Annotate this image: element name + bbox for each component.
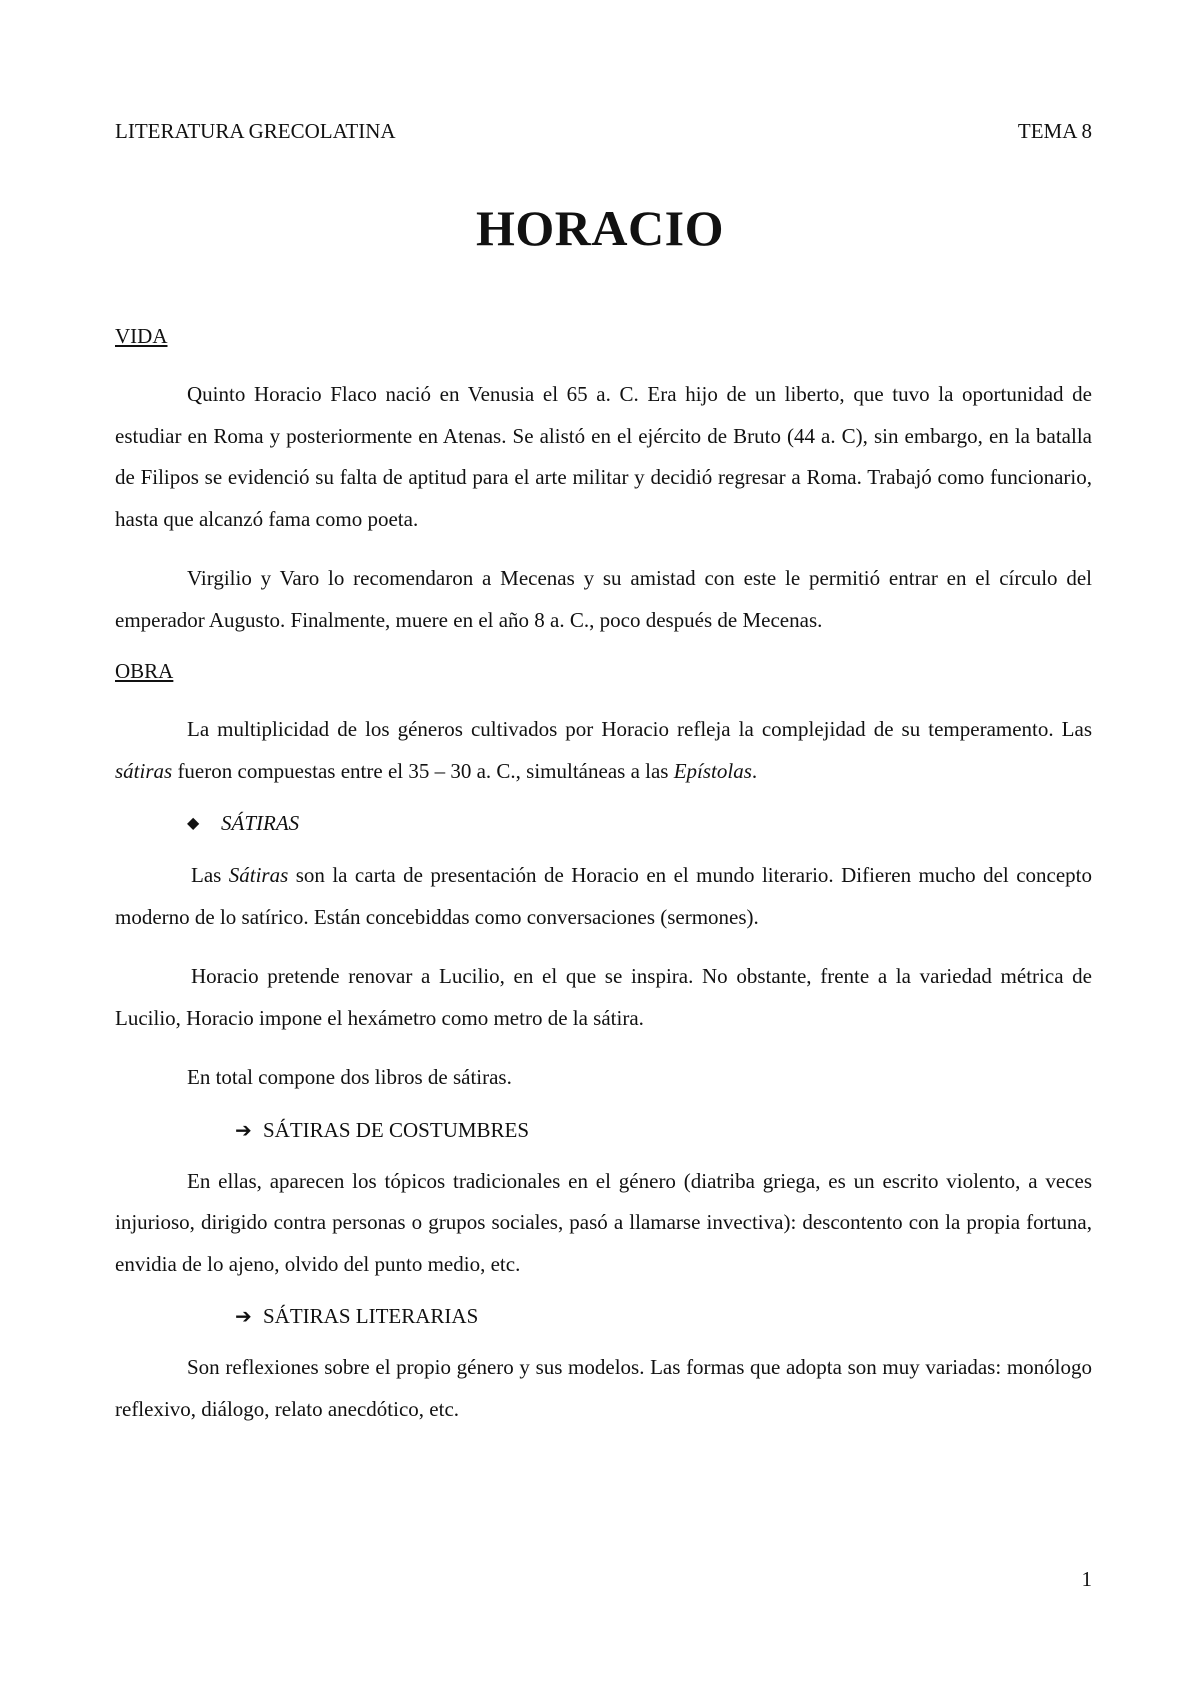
page-title: HORACIO <box>476 200 724 256</box>
arrow-right-icon: ➔ <box>235 1304 252 1328</box>
arrow-right-icon: ➔ <box>235 1117 252 1142</box>
paragraph-obra-1: La multiplicidad de los géneros cultivados por Horacio refleja la complejidad de su temperamento. Las sátiras fueron compuestas entre el 35 – 30 a. C., simultáneas a las Epístolas. <box>115 717 1092 783</box>
bullet-satiras <box>115 806 1092 841</box>
page-header <box>115 117 1092 145</box>
subheading-costumbres-label: SÁTIRAS DE COSTUMBRES <box>263 1117 530 1142</box>
header-course: LITERATURA GRECOLATINA <box>115 119 396 143</box>
diamond-bullet-icon: ◆ <box>187 815 200 832</box>
header-topic: TEMA 8 <box>1017 119 1092 143</box>
subheading-costumbres <box>115 1113 1092 1147</box>
paragraph-satiras-2: Horacio pretende renovar a Lucilio, en el que se inspira. No obstante, frente a la variedad métrica de Lucilio, Horacio impone el hexámetro como metro de la sátira. <box>115 964 1092 1030</box>
section-heading-obra: OBRA <box>115 659 174 683</box>
paragraph-vida-1: Quinto Horacio Flaco nació en Venusia el 65 a. C. Era hijo de un liberto, que tuvo la oportunidad de estudiar en Roma y posteriormente en Atenas. Se alistó en el ejército de Bruto (44 a. C), sin embargo, en la batalla de Filipos se evidenció su falta de aptitud para el arte militar y decidió regresar a Roma. Trabajó como funcionario, hasta que alcanzó fama como poeta. <box>115 382 1092 531</box>
paragraph-satiras-3: En total compone dos libros de sátiras. <box>187 1065 512 1089</box>
paragraph-costumbres-1: En ellas, aparecen los tópicos tradicionales en el género (diatriba griega, es un escrito violento, a veces injurioso, dirigido contra personas o grupos sociales, pasó a llamarse invectiva): descontento con la propia fortuna, envidia de lo ajeno, olvido del punto medio, etc. <box>115 1168 1092 1276</box>
paragraph-vida-2: Virgilio y Varo lo recomendaron a Mecenas y su amistad con este le permitió entrar en el círculo del emperador Augusto. Finalmente, muere en el año 8 a. C., poco después de Mecenas. <box>115 566 1092 632</box>
subheading-literarias <box>115 1299 1092 1333</box>
subheading-literarias-label: SÁTIRAS LITERARIAS <box>263 1304 479 1328</box>
bullet-satiras-label: SÁTIRAS <box>221 811 300 835</box>
section-heading-vida: VIDA <box>115 324 168 348</box>
paragraph-satiras-1: Las Sátiras son la carta de presentación de Horacio en el mundo literario. Difieren mucho del concepto moderno de lo satírico. Están concebiddas como conversaciones (sermones). <box>115 863 1092 929</box>
document-body <box>115 320 1092 1430</box>
page-number: 1 <box>1081 1567 1092 1591</box>
paragraph-literarias-1: Son reflexiones sobre el propio género y sus modelos. Las formas que adopta son muy variadas: monólogo reflexivo, diálogo, relato anecdótico, etc. <box>115 1355 1092 1421</box>
